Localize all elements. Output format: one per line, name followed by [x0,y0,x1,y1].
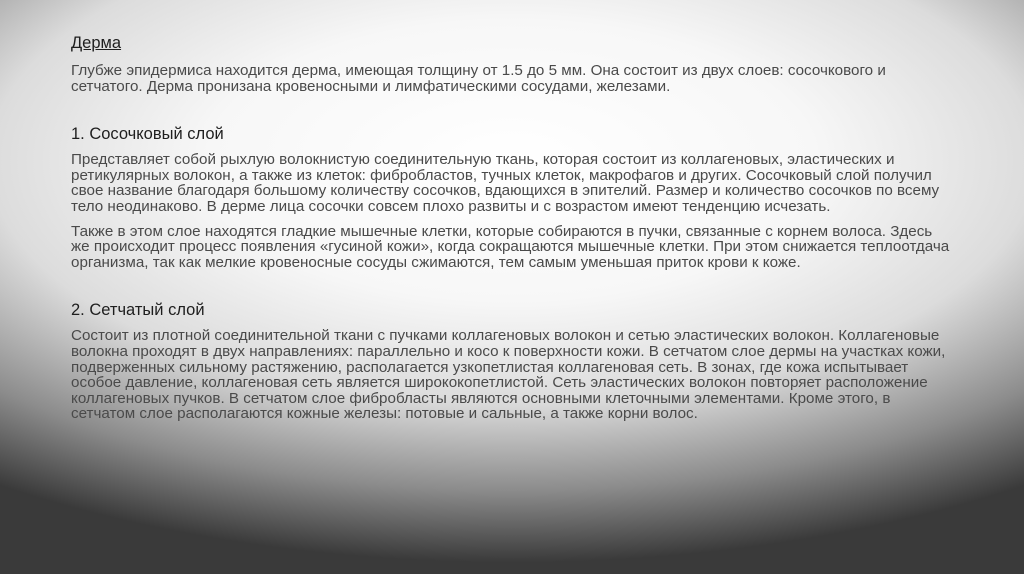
section-1-paragraph-1: Представляет собой рыхлую волокнистую соединительную ткань, которая состоит из коллагеновых, эластических и ретикулярных волокон, а также из клеток: фибробластов, тучных клеток, макрофагов и других. Сосочковый слой получил свое название благодаря большому количеству сосочков, вдающихся в эпителий. Размер и количество сосочков по всему тело неодинаково. В дерме лица сосочки совсем плохо развиты и с возрастом имеют тенденцию исчезать. [71,151,940,215]
section-1-heading: 1. Сосочковый слой [71,125,224,144]
intro-paragraph: Глубже эпидермиса находится дерма, имеющая толщину от 1.5 до 5 мм. Она состоит из двух слоев: сосочкового и сетчатого. Дерма пронизана кровеносными и лимфатическими сосудами, железами. [71,62,886,95]
section-1-paragraph-2: Также в этом слое находятся гладкие мышечные клетки, которые собираются в пучки, связанные с корнем волоса. Здесь же происходит процесс появления «гусиной кожи», когда сокращаются мышечные клетки. При этом снижается теплоотдача организма, так как мелкие кровеносные сосуды сжимаются, тем самым уменьшая приток крови к коже. [71,222,950,271]
slide-content [71,34,951,422]
slide-title: Дерма [71,34,122,52]
section-2-heading: 2. Сетчатый слой [71,301,205,320]
section-2-paragraph-1: Состоит из плотной соединительной ткани с пучками коллагеновых волокон и сетью эластических волокон. Коллагеновые волокна проходят в двух направлениях: параллельно и косо к поверхности кожи. В сетчатом слое дермы на участках кожи, подверженных сильному растяжению, располагается узкопетлистая коллагеновая сеть. В зонах, где кожа испытывает особое давление, коллагеновая сеть является ширококопетлистой. Сеть эластических волокон повторяет расположение коллагеновых пучков. В сетчатом слое фибробласты являются основными клеточными элементами. Кроме этого, в сетчатом слое располагаются кожные железы: потовые и сальные, а также корни волос. [71,327,946,423]
